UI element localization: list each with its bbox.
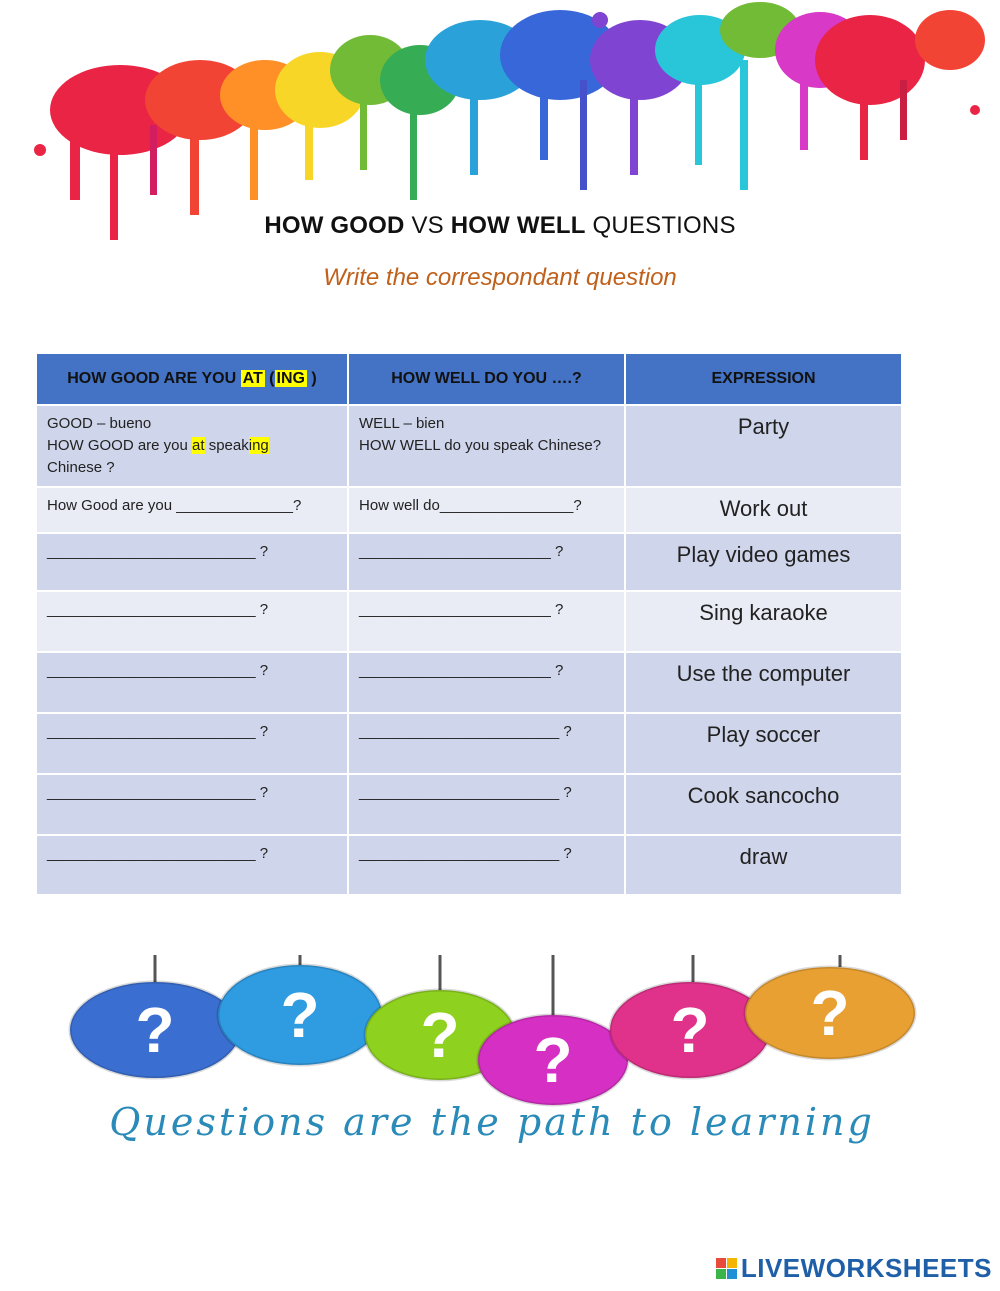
answer-good-input[interactable]: _________________________ ? (36, 835, 348, 895)
instructions: Write the correspondant question (323, 264, 677, 291)
header-how-well: HOW WELL DO YOU ….? (348, 353, 625, 405)
table-row (36, 713, 902, 774)
table-row (36, 774, 902, 835)
answer-well-input[interactable]: ________________________ ? (348, 713, 625, 774)
table-row (36, 652, 902, 713)
expression-cell: Cook sancocho (625, 774, 902, 835)
title-how-good: HOW GOOD (264, 212, 405, 239)
table-row (36, 835, 902, 895)
table-row (36, 533, 902, 591)
title-questions: QUESTIONS (585, 212, 736, 239)
balloon-question-mark: ? (420, 999, 460, 1071)
answer-well-input[interactable]: _______________________ ? (348, 591, 625, 652)
table-row (36, 591, 902, 652)
header-expression: EXPRESSION (625, 353, 902, 405)
answer-good-input[interactable]: How Good are you ______________? (36, 487, 348, 533)
header-how-good: HOW GOOD ARE YOU AT ( ING ) (36, 353, 348, 405)
answer-well-input[interactable]: ________________________ ? (348, 774, 625, 835)
answer-well-input[interactable]: ________________________ ? (348, 835, 625, 895)
table-row (36, 487, 902, 533)
expression-cell: draw (625, 835, 902, 895)
answer-well-input[interactable]: _______________________ ? (348, 652, 625, 713)
answer-good-input[interactable]: _________________________ ? (36, 774, 348, 835)
logo-cube (727, 1269, 737, 1279)
question-balloon-icon (70, 955, 240, 1078)
title-how-well: HOW WELL (450, 212, 586, 239)
expression-cell: Play soccer (625, 713, 902, 774)
balloon-question-mark: ? (670, 994, 710, 1066)
question-balloon-icon (745, 955, 915, 1059)
title-vs: VS (404, 212, 451, 239)
expression-cell: Party (625, 405, 902, 487)
balloon-question-mark: ? (533, 1024, 573, 1096)
expression-cell: Use the computer (625, 652, 902, 713)
answer-well-input[interactable]: How well do________________? (348, 487, 625, 533)
expression-cell: Play video games (625, 533, 902, 591)
example-good-cell: GOOD – bueno HOW GOOD are you at speaking Chinese ? (36, 405, 348, 487)
answer-good-input[interactable]: _________________________ ? (36, 713, 348, 774)
paint-splash-banner (0, 0, 1000, 300)
logo-cubes-icon (716, 1258, 737, 1279)
question-balloon-icon (478, 955, 628, 1105)
expression-cell: Work out (625, 487, 902, 533)
logo-cube (727, 1258, 737, 1268)
example-well-cell: WELL – bien HOW WELL do you speak Chinese? (348, 405, 625, 487)
answer-well-input[interactable]: _______________________ ? (348, 533, 625, 591)
balloon-question-mark: ? (810, 977, 850, 1049)
answer-good-input[interactable]: _________________________ ? (36, 533, 348, 591)
expression-cell: Sing karaoke (625, 591, 902, 652)
motto-text: Questions are the path to learning (109, 1100, 875, 1144)
table-header-row (36, 353, 902, 405)
page-title (0, 212, 1000, 240)
liveworksheets-logo (716, 1253, 992, 1283)
answer-good-input[interactable]: _________________________ ? (36, 591, 348, 652)
logo-cube (716, 1258, 726, 1268)
worksheet-table (35, 352, 903, 896)
answer-good-input[interactable]: _________________________ ? (36, 652, 348, 713)
logo-cube (716, 1269, 726, 1279)
question-balloon-icon (218, 955, 382, 1065)
balloon-question-mark: ? (280, 979, 320, 1051)
balloon-question-mark: ? (135, 994, 175, 1066)
logo-text: LIVEWORKSHEETS (740, 1252, 992, 1283)
example-row (36, 405, 902, 487)
